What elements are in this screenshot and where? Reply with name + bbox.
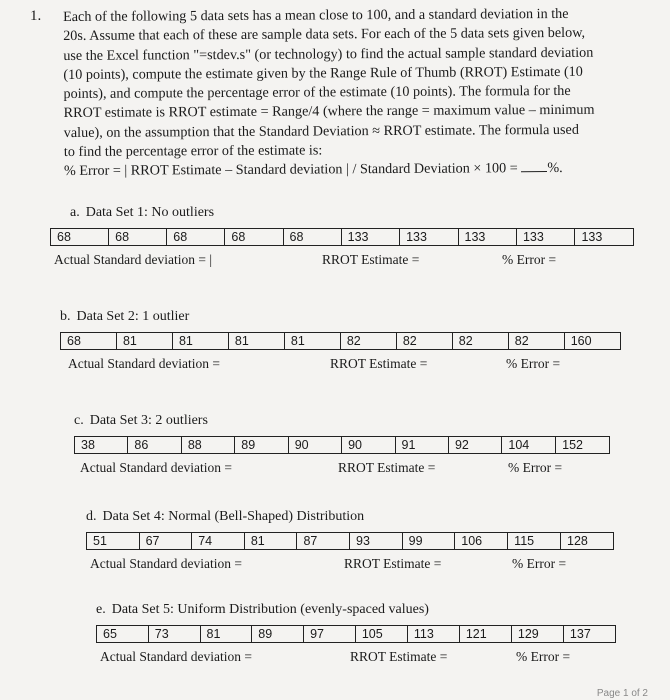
data-set-d [86, 508, 614, 576]
percent-error-label: % Error = [512, 556, 567, 571]
rrot-estimate-label: RROT Estimate = [338, 460, 436, 475]
data-cell: 129 [511, 626, 563, 643]
data-cell: 89 [252, 626, 304, 643]
data-cell: 81 [244, 533, 297, 550]
data-set-title [86, 508, 614, 526]
data-set-name: Data Set 3: 2 outliers [89, 413, 208, 428]
data-cell: 82 [340, 333, 396, 350]
data-set-title [74, 412, 610, 430]
percent-error-label: % Error = [516, 649, 571, 664]
data-cell: 97 [304, 626, 356, 643]
formula-text: % Error = | RROT Estimate – Standard deviation | / Standard Deviation × 100 = [63, 160, 518, 180]
data-table [86, 532, 614, 550]
data-table [50, 228, 634, 246]
data-cell: 81 [228, 333, 284, 350]
data-table [74, 436, 610, 454]
data-cell: 113 [407, 626, 459, 643]
data-cell: 133 [575, 229, 634, 246]
question-text [63, 4, 644, 181]
data-set-name: Data Set 1: No outliers [85, 205, 215, 220]
actual-sd-label: Actual Standard deviation = | [54, 252, 213, 267]
data-cell: 133 [400, 229, 458, 246]
formula-tail: %. [547, 160, 563, 177]
data-cell: 106 [455, 533, 508, 550]
data-cell: 133 [341, 229, 399, 246]
data-cell: 90 [288, 437, 341, 454]
data-cell: 68 [283, 229, 341, 246]
data-cell: 137 [563, 626, 615, 643]
formula-line [64, 159, 644, 182]
rrot-estimate-label: RROT Estimate = [322, 252, 420, 267]
percent-error-label: % Error = [502, 252, 557, 267]
data-set-e [96, 601, 616, 669]
data-cell: 92 [448, 437, 501, 454]
data-cell: 88 [181, 437, 234, 454]
data-set-name: Data Set 5: Uniform Distribution (evenly-spaced values) [111, 602, 429, 617]
data-cell: 51 [87, 533, 140, 550]
data-cell: 68 [225, 229, 283, 246]
data-cell: 81 [284, 333, 340, 350]
data-cell: 73 [148, 626, 200, 643]
answer-labels [60, 356, 621, 376]
data-set-a [50, 204, 634, 272]
actual-sd-label: Actual Standard deviation = [100, 649, 252, 664]
data-cell: 82 [396, 333, 452, 350]
data-cell: 121 [459, 626, 511, 643]
percent-error-label: % Error = [506, 356, 561, 371]
data-cell: 65 [97, 626, 149, 643]
data-cell: 81 [200, 626, 252, 643]
data-cell: 115 [508, 533, 561, 550]
data-cell: 86 [128, 437, 181, 454]
question-line: value), on the assumption that the Standard Deviation ≈ RROT estimate. The formula used [63, 121, 579, 141]
data-cell: 160 [564, 333, 620, 350]
data-cell: 128 [561, 533, 614, 550]
data-cell: 81 [172, 333, 228, 350]
data-cell: 82 [508, 333, 564, 350]
question-line: use the Excel function "=stdev.s" (or technology) to find the actual sample standard deviation [63, 44, 594, 64]
page-footer: Page 1 of 2 [596, 688, 648, 699]
data-cell: 67 [139, 533, 192, 550]
data-cell: 133 [516, 229, 574, 246]
answer-labels [50, 252, 634, 272]
data-set-c [74, 412, 610, 480]
data-table [96, 625, 616, 643]
data-cell: 68 [167, 229, 225, 246]
data-cell: 91 [395, 437, 448, 454]
rrot-estimate-label: RROT Estimate = [350, 649, 448, 664]
answer-blank[interactable] [521, 159, 547, 172]
data-cell: 133 [458, 229, 516, 246]
data-cell: 99 [402, 533, 455, 550]
actual-sd-label: Actual Standard deviation = [68, 356, 220, 371]
data-set-title [50, 204, 634, 222]
question-line: RROT estimate is RROT estimate = Range/4 (where the range = maximum value – minimum [63, 102, 595, 122]
data-set-name: Data Set 4: Normal (Bell-Shaped) Distribution [102, 509, 365, 524]
question-line: (10 points), compute the estimate given by the Range Rule of Thumb (RROT) Estimate (10 [63, 63, 583, 83]
data-set-letter: a. [70, 205, 80, 220]
data-cell: 68 [61, 333, 117, 350]
data-cell: 74 [192, 533, 245, 550]
data-set-letter: b. [60, 309, 71, 324]
data-set-letter: c. [74, 413, 84, 428]
question-line: to find the percentage error of the estimate is: [63, 142, 323, 161]
answer-labels [74, 460, 610, 480]
answer-labels [96, 649, 616, 669]
data-set-letter: d. [86, 509, 97, 524]
data-cell: 152 [556, 437, 610, 454]
data-table [60, 332, 621, 350]
actual-sd-label: Actual Standard deviation = [80, 460, 232, 475]
data-cell: 82 [452, 333, 508, 350]
data-cell: 87 [297, 533, 350, 550]
data-set-b [60, 308, 621, 376]
data-set-letter: e. [96, 602, 106, 617]
data-cell: 38 [75, 437, 128, 454]
answer-labels [86, 556, 614, 576]
actual-sd-label: Actual Standard deviation = [90, 556, 242, 571]
rrot-estimate-label: RROT Estimate = [330, 356, 428, 371]
data-set-title [60, 308, 621, 326]
data-cell: 81 [116, 333, 172, 350]
percent-error-label: % Error = [508, 460, 563, 475]
data-cell: 68 [109, 229, 167, 246]
data-set-name: Data Set 2: 1 outlier [76, 309, 190, 324]
question-line: points), and compute the percentage error of the estimate (10 points). The formula for the [63, 83, 571, 103]
question-line: 20s. Assume that each of these are sample data sets. For each of the 5 data sets given below, [63, 25, 586, 45]
data-cell: 105 [355, 626, 407, 643]
data-cell: 68 [51, 229, 109, 246]
data-cell: 90 [342, 437, 395, 454]
data-cell: 104 [502, 437, 556, 454]
rrot-estimate-label: RROT Estimate = [344, 556, 442, 571]
data-set-title [96, 601, 616, 619]
data-cell: 93 [350, 533, 403, 550]
question-line: Each of the following 5 data sets has a mean close to 100, and a standard deviation in the [63, 5, 569, 25]
question-number: 1. [30, 8, 42, 24]
data-cell: 89 [235, 437, 288, 454]
